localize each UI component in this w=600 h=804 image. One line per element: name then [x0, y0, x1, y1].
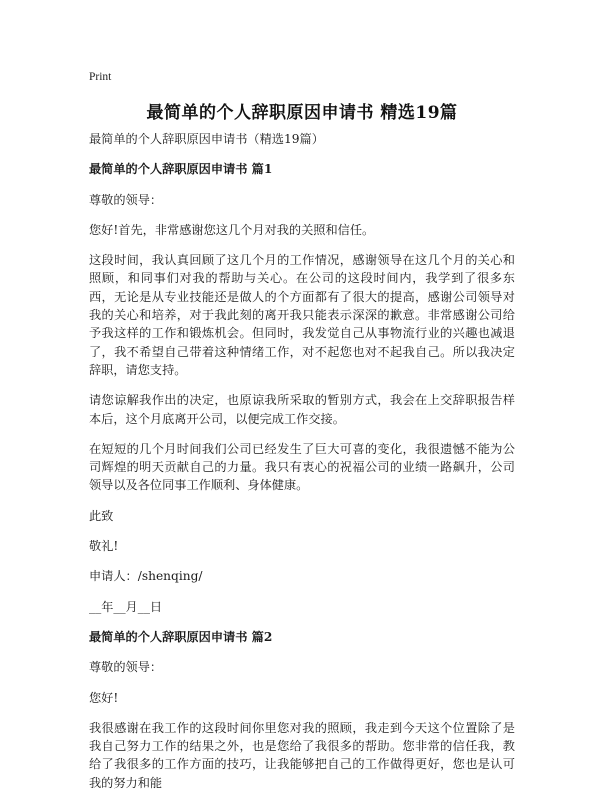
- section-heading-2: 最简单的个人辞职原因申请书 篇2: [89, 629, 273, 644]
- paragraph: 请您谅解我作出的决定，也原谅我所采取的暂别方式，我会在上交辞职报告样本后，这个月底离开公司，以便完成工作交接。: [89, 393, 515, 426]
- document-body: [89, 130, 515, 804]
- closing-salute: 敬礼!: [89, 539, 119, 554]
- page-title: 最简单的个人辞职原因申请书 精选19篇: [146, 103, 458, 123]
- section-heading-1: 最简单的个人辞职原因申请书 篇1: [89, 162, 273, 177]
- paragraph: 我很感谢在我工作的这段时间你里您对我的照顾，我走到今天这个位置除了是我自己努力工作的结果之外，也是您给了我很多的帮助。您非常的信任我，教给了我很多的工作方面的技巧，让我能够把自己的工作做得更好，您也是认可我的努力和能: [89, 720, 515, 790]
- paragraph: 您好!首先，非常感谢您这几个月对我的关照和信任。: [89, 222, 375, 237]
- greeting: 尊敬的领导：: [89, 660, 163, 675]
- document-subtitle: 最简单的个人辞职原因申请书（精选19篇）: [89, 132, 324, 146]
- paragraph: 在短短的几个月时间我们公司已经发生了巨大可喜的变化，我很遗憾不能为公司辉煌的明天贡献自己的力量。我只有衷心的祝福公司的业绩一路飙升，公司领导以及各位同事工作顺利、身体健康。: [89, 441, 515, 493]
- date-line: __年__月__日: [89, 599, 163, 614]
- paragraph: 这段时间，我认真回顾了这几个月的工作情况，感谢领导在这几个月的关心和照顾，和同事们对我的帮助与关心。在公司的这段时间内，我学到了很多东西，无论是从专业技能还是做人的个方面都有了很大的提高，感谢公司领导对我的关心和培养，对于我此刻的离开我只能表示深深的歉意。非常感谢公司给予我这样的工作和锻炼机会。但同时，我发觉自己从事物流行业的兴趣也减退了，我不希望自己带着这种情绪工作，对不起您也对不起我自己。所以我决定辞职，请您支持。: [89, 253, 515, 377]
- print-link[interactable]: Print: [89, 71, 112, 83]
- applicant-line: 申请人：/shenqing/: [89, 569, 203, 584]
- closing-line: 此致: [89, 508, 114, 523]
- greeting: 尊敬的领导：: [89, 192, 163, 207]
- paragraph: 您好!: [89, 690, 119, 705]
